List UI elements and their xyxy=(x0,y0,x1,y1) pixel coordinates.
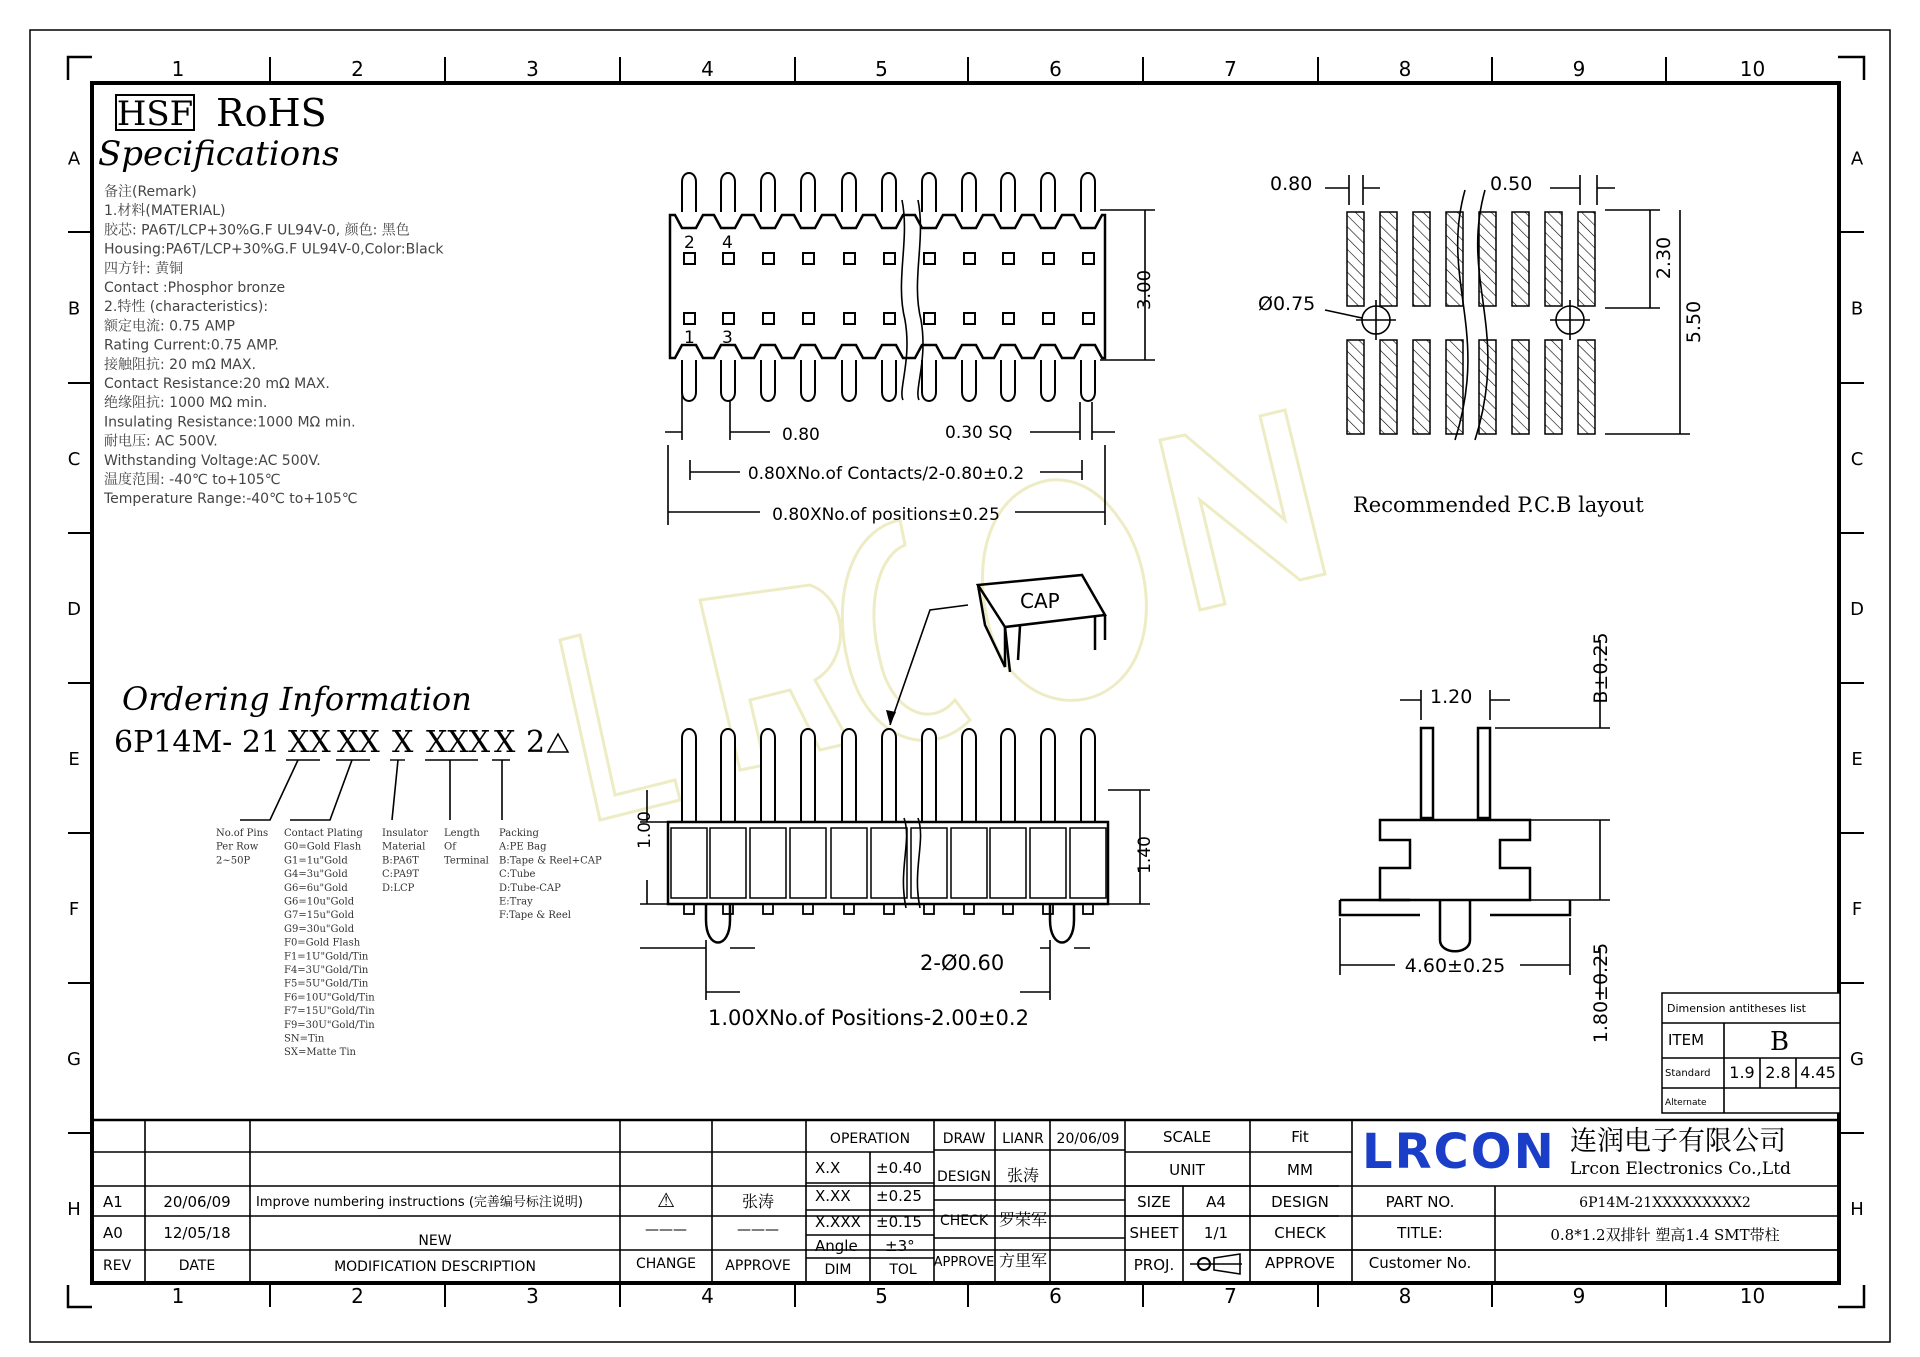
grid-col-top-6: 6 xyxy=(1049,57,1062,81)
company-en: Lrcon Electronics Co.,Ltd xyxy=(1570,1159,1791,1179)
top-pin-upper xyxy=(1001,173,1015,212)
customer-no-label: Customer No. xyxy=(1368,1254,1472,1272)
part-no: 6P14M-21XXXXXXXXX2 xyxy=(1579,1195,1751,1211)
grid-row-left-A: A xyxy=(67,148,81,170)
ordering-option: Material xyxy=(382,841,426,853)
ordering-option: F4=3U"Gold/Tin xyxy=(284,965,369,976)
top-pin-lower xyxy=(801,360,815,401)
hdr-change: CHANGE xyxy=(635,1256,697,1272)
rev-a1: A1 xyxy=(103,1193,123,1211)
top-squares xyxy=(684,253,1094,324)
ordering-option: Contact Plating xyxy=(284,828,363,839)
grid-col-bottom-9: 9 xyxy=(1572,1284,1586,1308)
dim-0-80-top: 0.80 xyxy=(782,425,820,445)
ordering-option: C:PA9T xyxy=(382,869,420,881)
side-foot xyxy=(924,904,934,914)
dim-table-standard: Standard xyxy=(1665,1068,1711,1079)
side-pin xyxy=(801,729,815,822)
tol-v-3: ±0.15 xyxy=(876,1213,922,1231)
ordering-option: G0=Gold Flash xyxy=(284,841,362,853)
approve-label: APPROVE xyxy=(933,1255,995,1270)
top-contact-lower xyxy=(684,313,695,324)
top-pin-lower xyxy=(721,360,735,401)
remark-line: Contact :Phosphor bronze xyxy=(104,280,286,296)
ordering-option: SX=Matte Tin xyxy=(284,1047,356,1059)
side-pin xyxy=(721,729,735,822)
part-no-label: PART NO. xyxy=(1385,1193,1455,1211)
ordering-option: G7=15u"Gold xyxy=(284,910,355,922)
side-foot xyxy=(763,904,773,914)
grid-col-top-5: 5 xyxy=(875,57,888,81)
remark-line: 1.材料(MATERIAL) xyxy=(104,203,226,220)
top-contact-upper xyxy=(803,253,814,264)
design-label: DESIGN xyxy=(937,1169,991,1185)
pcb-pad-upper xyxy=(1446,212,1463,306)
designer: 张涛 xyxy=(1006,1166,1040,1185)
rev-a0: A0 xyxy=(103,1224,123,1242)
operation-label: OPERATION xyxy=(829,1131,911,1147)
top-pin-upper xyxy=(1081,173,1095,212)
top-contact-upper xyxy=(723,253,734,264)
hdr-rev: REV xyxy=(103,1258,132,1274)
side-foot xyxy=(723,904,733,914)
company-cn: 连润电子有限公司 xyxy=(1570,1126,1786,1157)
dim-2-0-60: 2-Ø0.60 xyxy=(920,951,1005,975)
grid-col-bottom-2: 2 xyxy=(351,1284,364,1308)
grid-col-bottom-6: 6 xyxy=(1049,1284,1062,1308)
side-pin xyxy=(842,729,856,822)
grid-col-bottom-1: 1 xyxy=(171,1284,185,1308)
top-pin-lower xyxy=(761,360,775,401)
dim-table-val-3: 4.45 xyxy=(1800,1063,1836,1082)
desc-a0: NEW xyxy=(418,1233,452,1249)
approve-a1: 张涛 xyxy=(741,1192,775,1211)
pcb-pad-upper xyxy=(1545,212,1562,306)
side-pins xyxy=(682,729,1095,822)
grid-row-right-C: C xyxy=(1850,449,1864,470)
grid-row-right-F: F xyxy=(1851,899,1863,920)
grid-row-left-B: B xyxy=(67,298,81,320)
top-pin-upper xyxy=(761,173,775,212)
top-contact-upper xyxy=(684,253,695,264)
remark-line: Housing:PA6T/LCP+30%G.F UL94V-0,Color:Black xyxy=(104,241,444,258)
order-seg-5: X xyxy=(494,725,516,760)
remark-line: Insulating Resistance:1000 MΩ min. xyxy=(104,414,356,431)
pin-num-4: 4 xyxy=(722,233,733,253)
dim-table-title: Dimension antitheses list xyxy=(1667,1002,1806,1015)
pin-num-2: 2 xyxy=(684,233,695,253)
hdr-desc: MODIFICATION DESCRIPTION xyxy=(334,1259,536,1275)
pcb-pad-lower xyxy=(1347,340,1364,434)
dim-table-val-1: 1.9 xyxy=(1729,1063,1755,1082)
pcb-dim-5-50: 5.50 xyxy=(1683,300,1705,344)
top-contact-upper xyxy=(1083,253,1094,264)
remark-line: 额定电流: 0.75 AMP xyxy=(104,318,235,335)
grid-col-top-7: 7 xyxy=(1224,57,1237,81)
date-a0: 12/05/18 xyxy=(163,1224,231,1242)
dimension-table xyxy=(1662,993,1840,1113)
remark-line: 胶芯: PA6T/LCP+30%G.F UL94V-0, 颜色: 黑色 xyxy=(104,222,410,239)
design2-label: DESIGN xyxy=(1271,1193,1329,1211)
grid-col-bottom-8: 8 xyxy=(1398,1284,1412,1308)
size-label: SIZE xyxy=(1137,1193,1171,1211)
grid-row-right-D: D xyxy=(1850,599,1864,620)
dim-contacts: 0.80XNo.of Contacts/2-0.80±0.2 xyxy=(747,464,1025,484)
grid-row-left-F: F xyxy=(68,899,80,920)
top-pin-lower xyxy=(1041,360,1055,401)
ordering-option: SN=Tin xyxy=(284,1033,325,1045)
ordering-option: B:PA6T xyxy=(382,855,419,867)
scale-label: SCALE xyxy=(1162,1128,1212,1146)
lrcon-logo: LRCON xyxy=(1362,1124,1556,1180)
dim-table-b: B xyxy=(1770,1027,1790,1057)
grid-col-top-1: 1 xyxy=(171,57,185,81)
pcb-dim-0-80: 0.80 xyxy=(1270,173,1313,195)
desc-a1: Improve numbering instructions (完善编号标注说明) xyxy=(256,1195,583,1210)
draw-date: 20/06/09 xyxy=(1056,1131,1120,1147)
top-contact-lower xyxy=(924,313,935,324)
top-pin-upper xyxy=(801,173,815,212)
grid-row-left-G: G xyxy=(67,1049,81,1070)
pcb-dim-0-75: Ø0.75 xyxy=(1258,293,1316,315)
top-pin-upper xyxy=(1041,173,1055,212)
ordering-option: D:Tube-CAP xyxy=(499,882,561,894)
top-contact-upper xyxy=(844,253,855,264)
grid-col-top-8: 8 xyxy=(1398,57,1412,81)
grid-col-bottom-4: 4 xyxy=(701,1284,714,1308)
cap-label: CAP xyxy=(1020,589,1060,613)
grid-col-bottom-7: 7 xyxy=(1224,1284,1237,1308)
hsf-logo: HSF xyxy=(116,94,194,134)
pcb-pad-upper xyxy=(1512,212,1529,306)
ordering-option: F:Tape & Reel xyxy=(499,910,571,922)
grid-row-right-G: G xyxy=(1850,1049,1864,1070)
top-pin-lower xyxy=(842,360,856,401)
size-val: A4 xyxy=(1206,1193,1226,1211)
check2-label: CHECK xyxy=(1274,1224,1326,1242)
ordering-option: E:Tray xyxy=(499,896,533,908)
grid-row-left-H: H xyxy=(67,1199,81,1220)
side-foot xyxy=(844,904,854,914)
ordering-option: D:LCP xyxy=(382,882,415,894)
top-pin-lower xyxy=(682,360,696,401)
sheet-label: SHEET xyxy=(1129,1224,1179,1242)
remark-line: 温度范围: -40℃ to+105℃ xyxy=(104,472,281,488)
top-contact-lower xyxy=(803,313,814,324)
pin-num-3: 3 xyxy=(722,328,733,348)
order-seg-4: XXX xyxy=(426,725,491,760)
pcb-pad-upper xyxy=(1380,212,1397,306)
draw-label: DRAW xyxy=(942,1131,986,1147)
top-pin-lower xyxy=(922,360,936,401)
pcb-pad-lower xyxy=(1578,340,1595,434)
ordering-option: Packing xyxy=(499,828,539,839)
dim-1-20: 1.20 xyxy=(1430,686,1473,708)
pcb-dim-0-50: 0.50 xyxy=(1490,173,1533,195)
remarks-block xyxy=(103,184,444,507)
top-contact-lower xyxy=(763,313,774,324)
approve2-label: APPROVE xyxy=(1264,1254,1336,1272)
grid-row-right-B: B xyxy=(1850,298,1864,320)
dim-1-40: 1.40 xyxy=(1135,836,1155,874)
order-seg-0: 6P14M- 21 xyxy=(114,725,281,760)
top-contact-upper xyxy=(964,253,975,264)
grid-col-top-10: 10 xyxy=(1739,57,1766,81)
side-pin xyxy=(1081,729,1095,822)
order-seg-1: XX xyxy=(288,725,331,760)
top-body xyxy=(670,215,1105,358)
top-contact-upper xyxy=(884,253,895,264)
ordering-option: No.of Pins xyxy=(216,828,269,839)
ordering-option: Per Row xyxy=(216,841,259,853)
remark-line: 2.特性 (characteristics): xyxy=(104,299,269,316)
order-seg-6: 2 xyxy=(526,725,546,760)
ordering-option: Insulator xyxy=(382,828,428,839)
rohs-label: RoHS xyxy=(216,91,327,135)
top-pin-upper xyxy=(882,173,896,212)
top-contact-upper xyxy=(1003,253,1014,264)
grid-col-bottom-10: 10 xyxy=(1739,1284,1766,1308)
hdr-date: DATE xyxy=(178,1258,216,1274)
side-foot xyxy=(1003,904,1013,914)
sheet-val: 1/1 xyxy=(1203,1224,1229,1242)
top-contact-lower xyxy=(884,313,895,324)
tol-k-2: X.XX xyxy=(815,1187,851,1205)
title-label: TITLE: xyxy=(1397,1224,1443,1242)
ordering-option: F9=30U"Gold/Tin xyxy=(284,1019,375,1031)
side-foot xyxy=(1083,904,1093,914)
tol-v-1: ±0.40 xyxy=(876,1159,922,1177)
ordering-option: F6=10U"Gold/Tin xyxy=(284,992,375,1004)
specs-title: Specifications xyxy=(98,134,340,174)
order-seg-3: X xyxy=(392,725,414,760)
grid-col-top-2: 2 xyxy=(351,57,364,81)
tol-k-1: X.X xyxy=(815,1159,841,1177)
approver: 方里军 xyxy=(998,1251,1048,1270)
grid-col-bottom-5: 5 xyxy=(875,1284,888,1308)
top-contact-upper xyxy=(924,253,935,264)
dim-positions: 0.80XNo.of positions±0.25 xyxy=(772,505,1000,525)
top-contact-lower xyxy=(1043,313,1054,324)
grid-row-left-C: C xyxy=(67,449,81,470)
dim-3-00: 3.00 xyxy=(1134,269,1155,311)
top-pin-lower xyxy=(1001,360,1015,401)
pcb-pad-upper xyxy=(1413,212,1430,306)
top-pin-upper xyxy=(922,173,936,212)
side-foot xyxy=(1043,904,1053,914)
side-pin xyxy=(682,729,696,822)
ordering-option: G9=30u"Gold xyxy=(284,923,355,935)
approve-a0: ——— xyxy=(737,1222,779,1238)
top-pin-upper xyxy=(962,173,976,212)
order-seg-2: XX xyxy=(337,725,380,760)
scale-val: Fit xyxy=(1291,1128,1309,1146)
title-value: 0.8*1.2双排针 塑高1.4 SMT带柱 xyxy=(1550,1226,1780,1244)
pcb-layout xyxy=(1258,173,1705,517)
unit-label: UNIT xyxy=(1169,1161,1205,1179)
grid-col-top-4: 4 xyxy=(701,57,714,81)
pcb-pad-upper xyxy=(1578,212,1595,306)
remark-line: Contact Resistance:20 mΩ MAX. xyxy=(104,376,330,392)
side-foot xyxy=(684,904,694,914)
ordering-code xyxy=(114,725,602,1058)
top-contact-lower xyxy=(1083,313,1094,324)
projection-symbol-icon xyxy=(1190,1254,1242,1274)
side-pin xyxy=(1001,729,1015,822)
side-pin xyxy=(922,729,936,822)
dim-b: B±0.25 xyxy=(1590,632,1612,704)
side-foot xyxy=(964,904,974,914)
dim-table-alternate: Alternate xyxy=(1665,1098,1707,1108)
pcb-pad-lower xyxy=(1545,340,1562,434)
top-contact-lower xyxy=(964,313,975,324)
top-pin-lower xyxy=(962,360,976,401)
revision-triangle-icon xyxy=(548,734,568,752)
top-pins-upper xyxy=(682,173,1095,212)
top-view xyxy=(665,173,1155,525)
cap-drawing xyxy=(886,575,1105,725)
pin-num-1: 1 xyxy=(684,328,695,348)
pcb-pad-lower xyxy=(1512,340,1529,434)
remark-line: 接触阻抗: 20 mΩ MAX. xyxy=(104,356,256,373)
tol-k-4: Angle xyxy=(815,1237,858,1255)
top-pin-upper xyxy=(842,173,856,212)
pcb-caption: Recommended P.C.B layout xyxy=(1353,493,1644,517)
pcb-pads xyxy=(1347,212,1595,434)
ordering-option: G6=6u"Gold xyxy=(284,882,348,894)
grid-row-right-H: H xyxy=(1850,1199,1864,1220)
top-contact-upper xyxy=(763,253,774,264)
change-a0: ——— xyxy=(645,1222,687,1238)
grid-col-top-9: 9 xyxy=(1572,57,1586,81)
grid-row-right-E: E xyxy=(1851,749,1863,770)
top-pin-upper xyxy=(682,173,696,212)
side-foot xyxy=(803,904,813,914)
dim-4-60: 4.60±0.25 xyxy=(1404,955,1506,977)
tol-v-2: ±0.25 xyxy=(876,1187,922,1205)
dim-table-val-2: 2.8 xyxy=(1765,1063,1791,1082)
remark-line: 耐电压: AC 500V. xyxy=(104,433,218,450)
unit-val: MM xyxy=(1287,1161,1313,1179)
change-a1: ⚠ xyxy=(657,1188,675,1212)
ordering-option: F1=1U"Gold/Tin xyxy=(284,951,369,963)
top-pins-lower xyxy=(682,360,1095,401)
grid-row-right-A: A xyxy=(1850,148,1864,170)
ordering-title: Ordering Information xyxy=(122,680,472,718)
tol-k-3: X.XXX xyxy=(815,1213,861,1231)
drawer: LIANR xyxy=(1002,1131,1044,1147)
end-view xyxy=(1340,632,1612,1043)
grid-col-bottom-3: 3 xyxy=(526,1284,539,1308)
ordering-option: G6=10u"Gold xyxy=(284,896,355,908)
ordering-option: G4=3u"Gold xyxy=(284,869,348,881)
top-pin-lower xyxy=(1081,360,1095,401)
dim-side-positions: 1.00XNo.of Positions-2.00±0.2 xyxy=(708,1006,1029,1030)
remark-line: Withstanding Voltage:AC 500V. xyxy=(104,452,321,469)
date-a1: 20/06/09 xyxy=(163,1193,231,1211)
proj-label: PROJ. xyxy=(1133,1256,1175,1274)
check-label: CHECK xyxy=(939,1213,989,1229)
break-line xyxy=(901,200,907,400)
remark-line: 绝缘阻抗: 1000 MΩ min. xyxy=(104,395,268,412)
dim-1-00: 1.00 xyxy=(635,811,655,849)
remark-line: Rating Current:0.75 AMP. xyxy=(104,337,279,354)
top-contact-lower xyxy=(844,313,855,324)
top-contact-lower xyxy=(1003,313,1014,324)
ordering-option: Length xyxy=(444,828,480,839)
pcb-pad-upper xyxy=(1347,212,1364,306)
grid-row-left-D: D xyxy=(67,599,81,620)
dim-label: DIM xyxy=(824,1262,852,1278)
tol-label: TOL xyxy=(889,1262,917,1278)
side-pin xyxy=(761,729,775,822)
remark-line: 备注(Remark) xyxy=(104,184,197,200)
side-view xyxy=(635,729,1155,1030)
ordering-option: B:Tape & Reel+CAP xyxy=(499,855,602,867)
checker: 罗荣军 xyxy=(998,1210,1048,1229)
remark-line: 四方针: 黄铜 xyxy=(104,260,184,277)
remark-line: Temperature Range:-40℃ to+105℃ xyxy=(104,491,358,508)
ordering-option: 2~50P xyxy=(216,855,251,867)
top-pin-upper xyxy=(721,173,735,212)
ordering-option: Terminal xyxy=(444,855,489,867)
ordering-option: F5=5U"Gold/Tin xyxy=(284,978,369,990)
dim-0-30sq: 0.30 SQ xyxy=(945,423,1013,443)
top-contact-upper xyxy=(1043,253,1054,264)
pcb-pad-lower xyxy=(1413,340,1430,434)
side-pin xyxy=(882,729,896,822)
side-foot xyxy=(884,904,894,914)
top-contact-lower xyxy=(723,313,734,324)
ordering-option: Of xyxy=(444,841,456,853)
ordering-option: F0=Gold Flash xyxy=(284,937,361,949)
dim-table-item: ITEM xyxy=(1668,1031,1705,1049)
title-block xyxy=(92,1120,1839,1283)
side-pin xyxy=(1041,729,1055,822)
ordering-option: F7=15U"Gold/Tin xyxy=(284,1006,375,1018)
hdr-approve: APPROVE xyxy=(725,1258,791,1274)
grid-row-left-E: E xyxy=(68,749,80,770)
top-pin-lower xyxy=(882,360,896,401)
ordering-option: C:Tube xyxy=(499,869,536,881)
ordering-option: G1=1u"Gold xyxy=(284,855,348,867)
pcb-pad-lower xyxy=(1380,340,1397,434)
grid-col-top-3: 3 xyxy=(526,57,539,81)
pcb-dim-2-30: 2.30 xyxy=(1653,236,1675,280)
side-pin xyxy=(962,729,976,822)
side-body xyxy=(668,822,1108,904)
tol-v-4: ±3° xyxy=(885,1237,915,1255)
ordering-option: A:PE Bag xyxy=(499,841,547,853)
dim-1-80: 1.80±0.25 xyxy=(1590,942,1612,1044)
